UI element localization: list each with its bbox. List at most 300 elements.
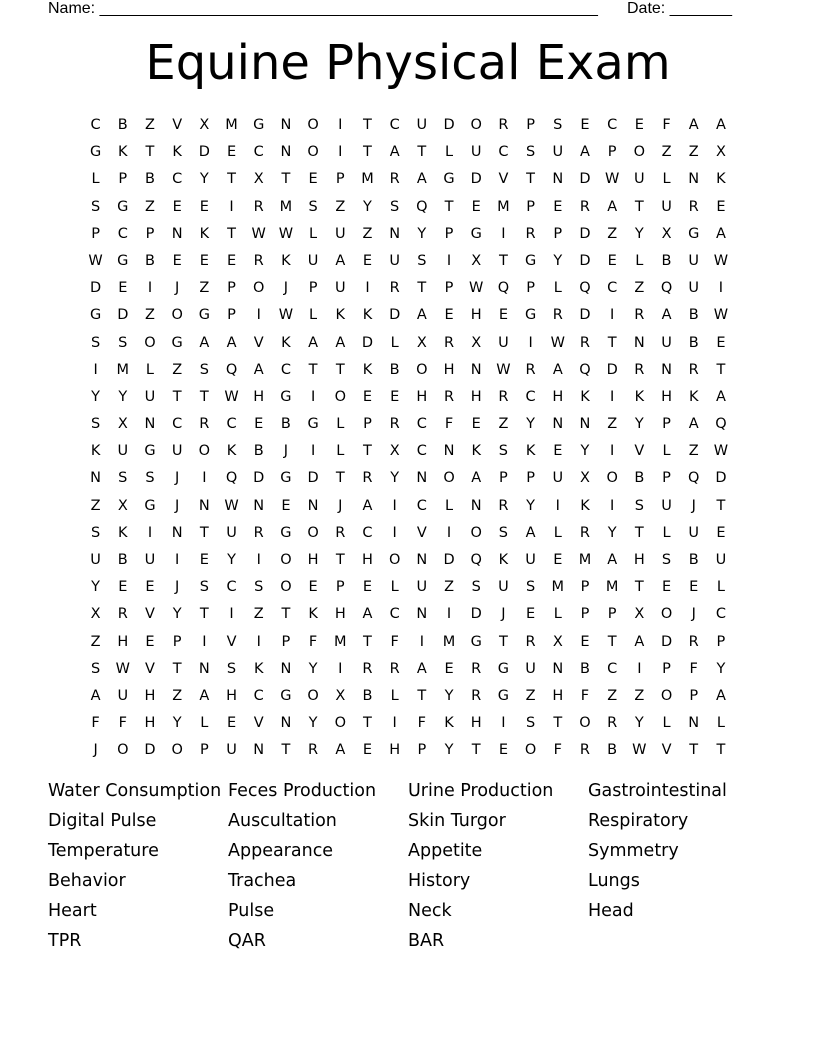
grid-cell[interactable]: I <box>93 361 98 378</box>
grid-cell[interactable]: E <box>689 579 699 596</box>
grid-cell[interactable]: L <box>444 144 454 161</box>
grid-cell[interactable]: A <box>199 687 210 704</box>
grid-cell[interactable]: C <box>525 388 536 405</box>
grid-cell[interactable]: M <box>361 171 374 188</box>
grid-cell[interactable]: E <box>553 443 563 460</box>
grid-cell[interactable]: P <box>145 225 155 242</box>
grid-cell[interactable]: C <box>607 660 618 677</box>
grid-cell[interactable]: Z <box>172 687 183 704</box>
grid-cell[interactable]: T <box>417 280 427 297</box>
grid-cell[interactable]: T <box>417 687 427 704</box>
grid-cell[interactable]: Y <box>526 497 536 514</box>
grid-cell[interactable]: F <box>580 687 590 704</box>
grid-cell[interactable]: Y <box>444 742 454 759</box>
grid-cell[interactable]: X <box>471 334 482 351</box>
grid-cell[interactable]: G <box>497 687 510 704</box>
grid-cell[interactable]: O <box>253 280 265 297</box>
grid-cell[interactable]: K <box>716 171 726 188</box>
grid-cell[interactable]: D <box>443 552 455 568</box>
grid-cell[interactable]: D <box>117 307 129 324</box>
grid-cell[interactable]: Y <box>417 225 427 242</box>
grid-cell[interactable]: R <box>634 307 645 324</box>
grid-cell[interactable]: S <box>226 660 237 677</box>
grid-cell[interactable]: V <box>172 117 183 133</box>
grid-cell[interactable]: P <box>689 687 699 704</box>
grid-cell[interactable]: I <box>446 252 452 269</box>
grid-cell[interactable]: R <box>607 715 618 732</box>
grid-cell[interactable]: D <box>389 307 401 324</box>
grid-cell[interactable]: R <box>498 497 509 514</box>
grid-cell[interactable]: K <box>580 497 590 514</box>
grid-cell[interactable]: E <box>390 388 400 405</box>
grid-cell[interactable]: A <box>226 334 237 351</box>
grid-cell[interactable]: N <box>416 552 428 568</box>
grid-cell[interactable]: S <box>90 660 101 677</box>
grid-cell[interactable]: L <box>662 443 671 460</box>
grid-cell[interactable]: K <box>90 443 101 460</box>
grid-cell[interactable]: O <box>307 687 319 704</box>
grid-cell[interactable]: A <box>715 117 726 133</box>
grid-cell[interactable]: O <box>280 579 292 596</box>
grid-cell[interactable]: J <box>691 606 696 623</box>
grid-cell[interactable]: B <box>688 334 699 351</box>
grid-cell[interactable]: K <box>362 361 373 378</box>
grid-cell[interactable]: E <box>607 252 617 269</box>
grid-cell[interactable]: C <box>389 117 400 133</box>
grid-cell[interactable]: R <box>688 361 699 378</box>
grid-cell[interactable]: T <box>199 388 209 405</box>
grid-cell[interactable]: T <box>335 552 345 568</box>
grid-cell[interactable]: N <box>90 470 102 487</box>
grid-cell[interactable]: H <box>307 552 319 568</box>
grid-cell[interactable]: E <box>118 579 128 596</box>
grid-cell[interactable]: H <box>552 687 564 704</box>
grid-cell[interactable]: I <box>446 606 452 623</box>
name-field[interactable]: Name: ________________________________________________________ <box>48 0 598 17</box>
grid-cell[interactable]: Y <box>607 524 617 541</box>
grid-cell[interactable]: C <box>90 117 101 133</box>
grid-cell[interactable]: Z <box>172 361 183 378</box>
grid-cell[interactable]: U <box>416 579 428 596</box>
grid-cell[interactable]: U <box>715 552 727 568</box>
grid-cell[interactable]: B <box>688 307 699 324</box>
grid-cell[interactable]: N <box>280 144 292 161</box>
grid-cell[interactable]: Y <box>308 715 318 732</box>
grid-cell[interactable]: I <box>610 443 615 460</box>
grid-cell[interactable]: U <box>226 742 237 759</box>
grid-cell[interactable]: S <box>145 470 155 487</box>
grid-cell[interactable]: R <box>579 334 590 351</box>
grid-cell[interactable]: L <box>662 171 671 188</box>
grid-cell[interactable]: E <box>661 579 672 596</box>
grid-cell[interactable]: R <box>253 524 264 541</box>
grid-cell[interactable]: K <box>281 334 291 351</box>
grid-cell[interactable]: L <box>145 361 155 378</box>
grid-cell[interactable]: E <box>199 552 209 568</box>
grid-cell[interactable]: T <box>553 715 563 732</box>
grid-cell[interactable]: L <box>336 443 345 460</box>
grid-cell[interactable]: S <box>498 524 509 541</box>
grid-cell[interactable]: W <box>713 443 729 460</box>
grid-cell[interactable]: P <box>91 225 100 242</box>
grid-cell[interactable]: T <box>498 252 508 269</box>
grid-cell[interactable]: P <box>607 606 617 623</box>
grid-cell[interactable]: T <box>471 742 481 759</box>
grid-cell[interactable]: U <box>498 334 509 351</box>
grid-cell[interactable]: T <box>199 606 209 623</box>
grid-cell[interactable]: P <box>308 280 318 297</box>
grid-cell[interactable]: L <box>662 715 671 732</box>
grid-cell[interactable]: U <box>117 687 129 704</box>
grid-cell[interactable]: Q <box>225 361 238 378</box>
grid-cell[interactable]: P <box>417 742 427 759</box>
grid-cell[interactable]: D <box>198 144 210 161</box>
grid-cell[interactable]: A <box>335 334 346 351</box>
grid-cell[interactable]: R <box>117 606 128 623</box>
grid-cell[interactable]: R <box>389 171 400 188</box>
grid-cell[interactable]: W <box>251 225 266 242</box>
grid-cell[interactable]: R <box>335 524 346 541</box>
grid-cell[interactable]: Y <box>634 715 644 732</box>
grid-cell[interactable]: U <box>334 225 346 242</box>
grid-cell[interactable]: M <box>551 579 565 596</box>
grid-cell[interactable]: D <box>579 171 591 188</box>
grid-cell[interactable]: I <box>202 470 207 487</box>
grid-cell[interactable]: E <box>444 307 454 324</box>
grid-cell[interactable]: K <box>253 660 264 677</box>
grid-cell[interactable]: Z <box>145 307 155 324</box>
grid-cell[interactable]: C <box>498 144 509 161</box>
grid-cell[interactable]: R <box>443 334 455 351</box>
grid-cell[interactable]: E <box>172 198 182 215</box>
grid-cell[interactable]: N <box>552 416 564 433</box>
grid-cell[interactable]: G <box>280 524 292 541</box>
grid-cell[interactable]: K <box>118 144 128 161</box>
grid-cell[interactable]: X <box>253 171 264 188</box>
grid-cell[interactable]: A <box>362 606 373 623</box>
grid-cell[interactable]: E <box>254 416 264 433</box>
grid-cell[interactable]: J <box>501 606 506 623</box>
grid-cell[interactable]: R <box>389 416 400 433</box>
grid-cell[interactable]: X <box>389 443 400 460</box>
grid-cell[interactable]: Z <box>145 198 155 215</box>
grid-cell[interactable]: L <box>336 416 345 433</box>
grid-cell[interactable]: E <box>498 742 508 759</box>
grid-cell[interactable]: P <box>526 280 535 297</box>
grid-cell[interactable]: N <box>253 497 265 514</box>
grid-cell[interactable]: O <box>470 524 482 541</box>
grid-cell[interactable]: U <box>661 334 672 351</box>
grid-cell[interactable]: F <box>308 633 318 650</box>
grid-cell[interactable]: G <box>144 443 156 460</box>
grid-cell[interactable]: G <box>524 252 537 269</box>
grid-cell[interactable]: Q <box>715 416 727 433</box>
grid-cell[interactable]: J <box>175 579 180 596</box>
grid-cell[interactable]: S <box>498 443 509 460</box>
grid-cell[interactable]: I <box>229 198 234 215</box>
grid-cell[interactable]: K <box>172 144 182 161</box>
grid-cell[interactable]: R <box>443 388 455 405</box>
grid-cell[interactable]: N <box>579 416 591 433</box>
grid-cell[interactable]: P <box>281 633 291 650</box>
grid-cell[interactable]: H <box>443 361 455 378</box>
grid-cell[interactable]: V <box>416 524 427 541</box>
grid-cell[interactable]: K <box>498 552 509 568</box>
grid-cell[interactable]: Z <box>498 416 509 433</box>
grid-cell[interactable]: V <box>226 633 237 650</box>
grid-cell[interactable]: A <box>335 252 346 269</box>
grid-cell[interactable]: R <box>525 225 536 242</box>
grid-cell[interactable]: P <box>553 225 563 242</box>
grid-cell[interactable]: A <box>253 361 264 378</box>
grid-cell[interactable]: N <box>307 497 319 514</box>
grid-cell[interactable]: L <box>444 497 454 514</box>
grid-cell[interactable]: F <box>118 715 127 732</box>
grid-cell[interactable]: C <box>226 416 237 433</box>
grid-cell[interactable]: Y <box>580 443 590 460</box>
grid-cell[interactable]: G <box>470 633 482 650</box>
grid-cell[interactable]: H <box>334 606 346 623</box>
grid-cell[interactable]: O <box>198 443 211 460</box>
grid-cell[interactable]: H <box>253 388 265 405</box>
grid-cell[interactable]: R <box>688 198 699 215</box>
grid-cell[interactable]: P <box>662 660 671 677</box>
grid-cell[interactable]: R <box>308 742 319 759</box>
grid-cell[interactable]: I <box>501 225 506 242</box>
grid-cell[interactable]: L <box>390 687 399 704</box>
grid-cell[interactable]: D <box>660 633 673 650</box>
grid-cell[interactable]: H <box>552 388 564 405</box>
grid-cell[interactable]: N <box>633 334 645 351</box>
grid-cell[interactable]: T <box>716 497 726 514</box>
grid-cell[interactable]: A <box>362 497 373 514</box>
grid-cell[interactable]: U <box>525 552 536 568</box>
grid-cell[interactable]: T <box>607 633 617 650</box>
grid-cell[interactable]: R <box>362 470 373 487</box>
grid-cell[interactable]: T <box>281 606 291 623</box>
grid-cell[interactable]: V <box>253 715 264 732</box>
grid-cell[interactable]: T <box>281 742 291 759</box>
grid-cell[interactable]: L <box>309 307 318 324</box>
grid-cell[interactable]: L <box>390 334 399 351</box>
grid-cell[interactable]: R <box>389 280 400 297</box>
grid-cell[interactable]: E <box>634 117 644 133</box>
grid-cell[interactable]: U <box>688 252 700 269</box>
grid-cell[interactable]: I <box>256 307 261 324</box>
grid-cell[interactable]: M <box>605 579 619 596</box>
grid-cell[interactable]: O <box>307 144 319 161</box>
grid-cell[interactable]: Q <box>497 280 510 297</box>
grid-cell[interactable]: X <box>416 334 427 351</box>
grid-cell[interactable]: O <box>144 334 156 351</box>
grid-cell[interactable]: G <box>497 660 510 677</box>
grid-cell[interactable]: T <box>716 361 726 378</box>
grid-cell[interactable]: N <box>144 416 156 433</box>
grid-cell[interactable]: J <box>175 280 180 297</box>
grid-cell[interactable]: H <box>416 388 428 405</box>
grid-cell[interactable]: D <box>443 117 455 133</box>
grid-cell[interactable]: L <box>662 524 671 541</box>
grid-cell[interactable]: P <box>444 225 454 242</box>
grid-cell[interactable]: R <box>579 742 590 759</box>
grid-cell[interactable]: O <box>334 388 346 405</box>
grid-cell[interactable]: N <box>280 715 292 732</box>
grid-cell[interactable]: D <box>715 470 727 487</box>
grid-cell[interactable]: I <box>610 388 615 405</box>
grid-cell[interactable]: X <box>661 225 672 242</box>
grid-cell[interactable]: W <box>496 361 511 378</box>
grid-cell[interactable]: E <box>145 579 155 596</box>
grid-cell[interactable]: N <box>470 361 482 378</box>
grid-cell[interactable]: Y <box>363 198 372 215</box>
grid-cell[interactable]: G <box>198 307 210 324</box>
grid-cell[interactable]: N <box>280 117 292 133</box>
grid-cell[interactable]: P <box>363 416 372 433</box>
grid-cell[interactable]: P <box>335 579 345 596</box>
grid-cell[interactable]: M <box>279 198 293 215</box>
grid-cell[interactable]: D <box>90 280 102 297</box>
grid-cell[interactable]: U <box>307 252 319 269</box>
grid-cell[interactable]: A <box>308 334 319 351</box>
grid-cell[interactable]: S <box>525 144 536 161</box>
grid-cell[interactable]: E <box>716 524 726 541</box>
grid-cell[interactable]: Y <box>91 388 101 405</box>
grid-cell[interactable]: U <box>470 144 482 161</box>
grid-cell[interactable]: G <box>443 171 455 188</box>
grid-cell[interactable]: I <box>202 633 207 650</box>
grid-cell[interactable]: T <box>227 225 236 242</box>
grid-cell[interactable]: T <box>634 198 644 215</box>
grid-cell[interactable]: Q <box>416 198 428 215</box>
grid-cell[interactable]: L <box>716 715 725 732</box>
grid-cell[interactable]: Y <box>199 171 209 188</box>
grid-cell[interactable]: T <box>172 660 182 677</box>
grid-cell[interactable]: Z <box>335 198 346 215</box>
grid-cell[interactable]: C <box>416 416 427 433</box>
grid-cell[interactable]: K <box>362 307 373 324</box>
grid-cell[interactable]: E <box>526 606 536 623</box>
grid-cell[interactable]: R <box>525 361 536 378</box>
grid-cell[interactable]: A <box>471 470 482 487</box>
grid-cell[interactable]: T <box>199 524 209 541</box>
grid-cell[interactable]: W <box>278 225 294 242</box>
grid-cell[interactable]: Y <box>390 470 400 487</box>
grid-cell[interactable]: B <box>117 117 128 133</box>
grid-cell[interactable]: A <box>90 687 101 704</box>
grid-cell[interactable]: O <box>117 742 129 759</box>
grid-cell[interactable]: L <box>553 280 562 297</box>
grid-cell[interactable]: X <box>199 117 210 133</box>
grid-cell[interactable]: E <box>145 633 155 650</box>
grid-cell[interactable]: F <box>689 660 698 677</box>
grid-cell[interactable]: D <box>253 470 265 487</box>
grid-cell[interactable]: R <box>362 660 373 677</box>
grid-cell[interactable]: V <box>498 171 509 188</box>
grid-cell[interactable]: T <box>363 117 372 133</box>
grid-cell[interactable]: O <box>579 715 591 732</box>
grid-cell[interactable]: Q <box>688 470 700 487</box>
grid-cell[interactable]: S <box>90 416 101 433</box>
grid-cell[interactable]: Z <box>688 443 699 460</box>
grid-cell[interactable]: N <box>280 660 292 677</box>
grid-cell[interactable]: M <box>442 633 456 650</box>
grid-cell[interactable]: A <box>416 660 427 677</box>
grid-cell[interactable]: A <box>715 687 726 704</box>
grid-cell[interactable]: W <box>713 307 729 324</box>
grid-cell[interactable]: E <box>553 198 563 215</box>
grid-cell[interactable]: E <box>498 307 508 324</box>
grid-cell[interactable]: E <box>471 198 481 215</box>
grid-cell[interactable]: H <box>470 307 482 324</box>
grid-cell[interactable]: B <box>661 252 672 269</box>
grid-cell[interactable]: C <box>607 117 618 133</box>
grid-cell[interactable]: T <box>335 470 345 487</box>
grid-cell[interactable]: O <box>171 742 183 759</box>
grid-cell[interactable]: T <box>526 171 536 188</box>
grid-cell[interactable]: I <box>392 524 397 541</box>
grid-cell[interactable]: W <box>604 171 620 188</box>
grid-cell[interactable]: Z <box>145 117 155 133</box>
grid-cell[interactable]: T <box>634 579 644 596</box>
grid-cell[interactable]: G <box>524 307 537 324</box>
grid-cell[interactable]: B <box>634 470 645 487</box>
grid-cell[interactable]: I <box>338 117 343 133</box>
grid-cell[interactable]: O <box>171 307 183 324</box>
grid-cell[interactable]: C <box>416 497 427 514</box>
grid-cell[interactable]: C <box>280 361 291 378</box>
grid-cell[interactable]: A <box>715 225 726 242</box>
grid-cell[interactable]: F <box>91 715 100 732</box>
grid-cell[interactable]: N <box>416 606 428 623</box>
grid-cell[interactable]: C <box>715 606 726 623</box>
grid-cell[interactable]: I <box>419 633 424 650</box>
grid-cell[interactable]: I <box>310 388 316 405</box>
grid-cell[interactable]: L <box>390 579 399 596</box>
grid-cell[interactable]: X <box>580 470 590 487</box>
grid-cell[interactable]: K <box>308 606 318 623</box>
grid-cell[interactable]: E <box>226 715 237 732</box>
grid-cell[interactable]: A <box>335 742 346 759</box>
grid-cell[interactable]: R <box>389 660 400 677</box>
grid-cell[interactable]: R <box>525 633 536 650</box>
grid-cell[interactable]: E <box>362 252 373 269</box>
grid-cell[interactable]: W <box>469 280 484 297</box>
grid-cell[interactable]: C <box>253 144 264 161</box>
grid-cell[interactable]: T <box>498 633 508 650</box>
grid-cell[interactable]: L <box>91 171 100 188</box>
grid-cell[interactable]: R <box>688 633 699 650</box>
grid-cell[interactable]: H <box>470 388 482 405</box>
grid-cell[interactable]: O <box>307 524 319 541</box>
grid-cell[interactable]: A <box>634 633 645 650</box>
grid-cell[interactable]: V <box>661 742 672 759</box>
grid-cell[interactable]: T <box>363 715 372 732</box>
grid-cell[interactable]: R <box>498 117 509 133</box>
grid-cell[interactable]: S <box>90 334 101 351</box>
grid-cell[interactable]: Y <box>634 416 644 433</box>
grid-cell[interactable]: T <box>716 742 726 759</box>
grid-cell[interactable]: Y <box>227 552 236 568</box>
grid-cell[interactable]: Z <box>90 497 101 514</box>
grid-cell[interactable]: W <box>632 742 647 759</box>
grid-cell[interactable]: H <box>144 687 156 704</box>
grid-cell[interactable]: N <box>198 497 210 514</box>
grid-cell[interactable]: K <box>634 388 645 405</box>
grid-cell[interactable]: X <box>552 633 563 650</box>
grid-cell[interactable]: U <box>525 660 536 677</box>
grid-cell[interactable]: E <box>281 497 291 514</box>
grid-cell[interactable]: C <box>226 579 237 596</box>
